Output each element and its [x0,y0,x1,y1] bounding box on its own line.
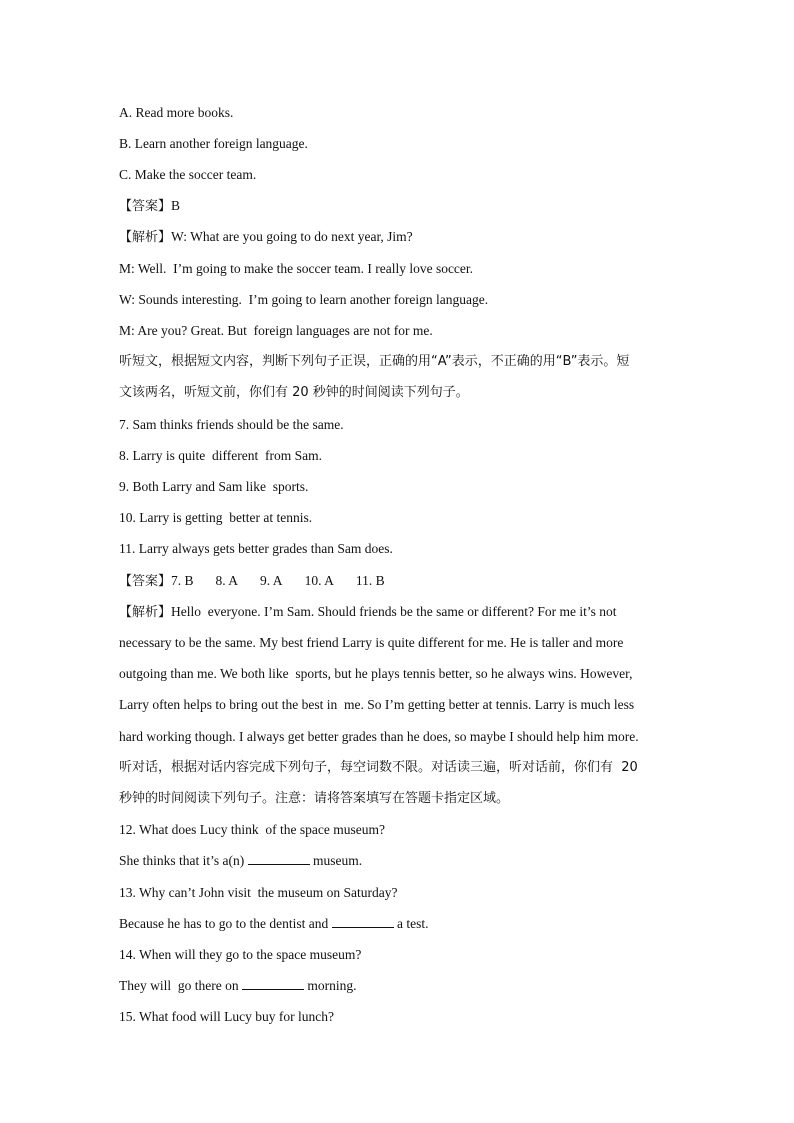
analysis-q6-line: 【解析】W: What are you going to do next year, Jim? [119,229,413,245]
question-13: 13. Why can’t John visit the museum on Saturday? [119,885,398,900]
statement: 9. Both Larry and Sam like sports. [119,479,309,494]
statement: 7. Sam thinks friends should be the same. [119,417,344,432]
answer-value: 8. A [215,573,239,588]
option-a: A. Read more books. [119,105,234,120]
analysis-q6-line: M: Well. I’m going to make the soccer team. I really love soccer. [119,261,474,276]
analysis-section2-line: 【解析】Hello everyone. I’m Sam. Should friends be the same or different? For me it’s not [119,604,617,620]
analysis-q6-line: M: Are you? Great. But foreign languages are not for me. [119,323,433,338]
question-14: 14. When will they go to the space museum? [119,947,362,962]
answer-tag: 【答案】 [119,574,172,589]
analysis-tag: 【解析】 [119,230,172,245]
option-c: C. Make the soccer team. [119,167,257,182]
answer-blank[interactable] [332,915,394,928]
section3-instructions: 听对话，根据对话内容完成下列句子，每空词数不限。对话读三遍，听对话前，你们有 20 [119,760,638,775]
analysis-section2-line: outgoing than me. We both like sports, but he plays tennis better, so he always wins. However, [119,666,633,681]
option-b: B. Learn another foreign language. [119,136,308,151]
answers-section2 [119,572,385,591]
question-15: 15. What food will Lucy buy for lunch? [119,1009,334,1024]
answer-blank[interactable] [248,852,310,865]
analysis-section2-line: necessary to be the same. My best friend Larry is quite different for me. He is taller and more [119,635,624,650]
answer-value: 7. B [171,573,194,588]
answer-blank[interactable] [242,977,304,990]
section2-instructions: 文该两名，听短文前，你们有 20 秒钟的时间阅读下列句子。 [119,385,469,400]
analysis-section2-line: Larry often helps to bring out the best in me. So I’m getting better at tennis. Larry is much less [119,697,635,712]
answer-tag: 【答案】 [119,199,172,214]
answer-line-12: She thinks that it’s a(n) museum. [119,853,363,868]
analysis-section2-line: hard working though. I always get better grades than he does, so maybe I should help him more. [119,729,639,744]
answer-value: 9. A [260,573,283,588]
answer-value: 10. A [304,573,334,588]
section3-instructions: 秒钟的时间阅读下列句子。注意：请将答案填写在答题卡指定区域。 [119,791,510,806]
answer-value: B [171,198,181,213]
statement: 8. Larry is quite different from Sam. [119,448,322,463]
statement: 11. Larry always gets better grades than Sam does. [119,541,393,556]
answer-value: 11. B [355,573,385,588]
analysis-tag: 【解析】 [119,605,172,620]
answer-line-14: They will go there on morning. [119,978,357,993]
answer-line-13: Because he has to go to the dentist and a test. [119,916,429,931]
answer-q6 [119,197,180,216]
section2-instructions: 听短文，根据短文内容，判断下列句子正误，正确的用“A”表示，不正确的用“B”表示。短 [119,354,630,369]
analysis-q6-line: W: Sounds interesting. I’m going to learn another foreign language. [119,292,489,307]
statement: 10. Larry is getting better at tennis. [119,510,313,525]
question-12: 12. What does Lucy think of the space museum? [119,822,385,837]
